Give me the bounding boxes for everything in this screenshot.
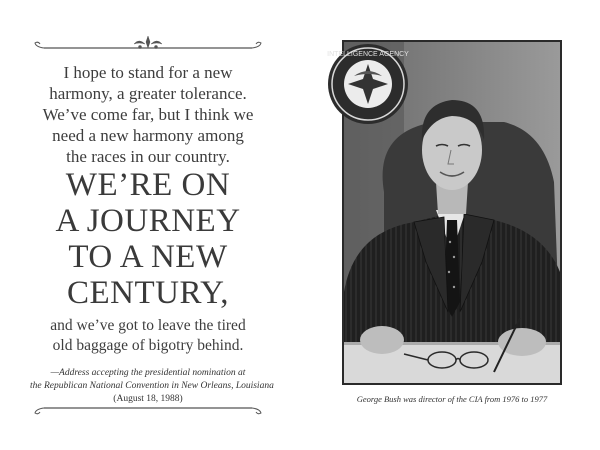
attribution-date: (August 18, 1988) bbox=[113, 394, 183, 404]
bottom-ornament-rule bbox=[30, 400, 266, 420]
quote-line: old baggage of bigotry behind. bbox=[52, 337, 244, 354]
photo-caption: George Bush was director of the CIA from 1976 to 1977 bbox=[356, 394, 548, 404]
attribution-line: the Republican National Convention in New Orleans, Louisiana bbox=[30, 381, 274, 391]
emphasis-line: A JOURNEY bbox=[55, 203, 241, 239]
emphasis-line: CENTURY, bbox=[66, 275, 229, 311]
quote-page bbox=[30, 30, 274, 420]
emphasis-line: WE’RE ON bbox=[65, 167, 231, 203]
portrait-illustration bbox=[327, 42, 560, 383]
seal-lettering: INTELLIGENCE AGENCY bbox=[327, 51, 409, 58]
quote-lead-text bbox=[30, 62, 266, 167]
quote-line: need a new harmony among bbox=[52, 126, 244, 145]
quote-tail-text bbox=[30, 316, 266, 356]
attribution-line: —Address accepting the presidential nomination at bbox=[50, 368, 246, 378]
top-ornament-rule bbox=[30, 34, 266, 54]
quote-line: I hope to stand for a new bbox=[63, 63, 233, 82]
pull-quote bbox=[30, 62, 274, 406]
emphasis-line: TO A NEW bbox=[68, 239, 228, 275]
quote-emphasis-text bbox=[30, 167, 266, 311]
quote-line: the races in our country. bbox=[66, 147, 230, 166]
portrait-photo bbox=[327, 40, 562, 385]
quote-line: harmony, a greater tolerance. bbox=[49, 84, 247, 103]
quote-line: We’ve come far, but I think we bbox=[42, 105, 254, 124]
quote-line: and we’ve got to leave the tired bbox=[50, 317, 246, 334]
